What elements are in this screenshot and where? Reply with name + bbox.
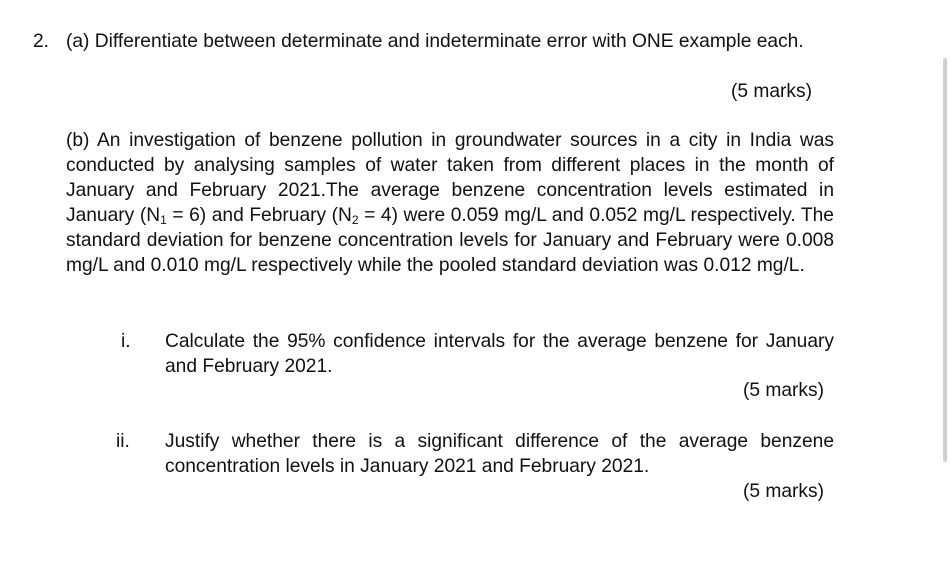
subscript-2: 2 — [351, 213, 359, 227]
subscript-1: 1 — [160, 213, 167, 227]
sub-question-numeral: i. — [121, 331, 131, 352]
sub-question-marks: (5 marks) — [743, 481, 825, 502]
sub-question-text: Calculate the 95% confidence intervals for the average benzene for January and February 2021. — [165, 331, 834, 377]
part-b-text-1: (b) An investigation of benzene pollution in groundwater sources in a city in India was conducted by analysing samples of water taken from different places in the month of January and February 2021.The average benzene concentration levels estimated in January (N — [66, 130, 834, 226]
part-b-text-2: = 6) and February (N — [166, 205, 352, 226]
part-a-marks: (5 marks) — [731, 81, 813, 102]
sub-question-text: Justify whether there is a significant difference of the average benzene concentration levels in January 2021 and February 2021. — [165, 431, 834, 477]
part-b-paragraph — [66, 128, 834, 278]
sub-question-numeral: ii. — [116, 431, 130, 452]
part-a-text: (a) Differentiate between determinate and indeterminate error with ONE example each. — [66, 31, 804, 52]
sub-question-marks: (5 marks) — [743, 380, 825, 401]
part-b-text-3: = 4) were 0.059 mg/L and 0.052 mg/L respectively. The standard deviation for benzene concentration levels for January and February were 0.008 mg/L and 0.010 mg/L respectively while the pooled standard deviation was 0.012 mg/L. — [66, 205, 834, 276]
question-number: 2. — [33, 31, 50, 52]
scrollbar[interactable] — [943, 58, 947, 462]
